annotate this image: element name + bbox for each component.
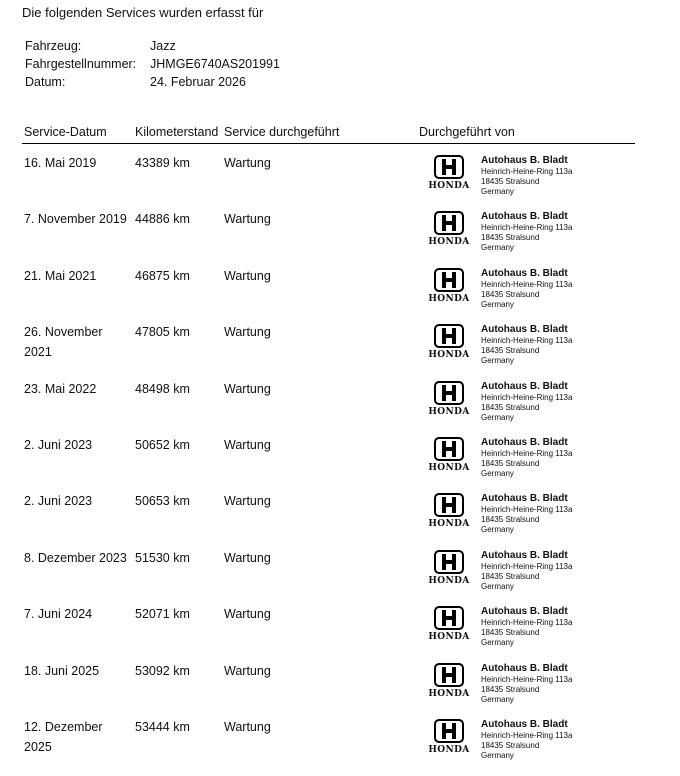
dealer-city: 18435 Stralsund bbox=[481, 177, 540, 186]
dealer-street: Heinrich-Heine-Ring 113a bbox=[481, 336, 573, 346]
dealer-country: Germany bbox=[481, 525, 514, 535]
vehicle-value: Jazz bbox=[150, 39, 176, 53]
dealer-city: 18435 Stralsund bbox=[481, 289, 540, 299]
honda-h-icon bbox=[434, 719, 464, 743]
dealer-name: Autohaus B. Bladt bbox=[481, 493, 568, 505]
service-date: 18. Juni 2025 bbox=[24, 663, 100, 678]
mileage: 51530 km bbox=[135, 550, 190, 565]
dealer-info bbox=[481, 154, 671, 197]
honda-wordmark: HONDA bbox=[428, 237, 470, 248]
table-row bbox=[0, 435, 680, 491]
table-header bbox=[0, 124, 680, 144]
dealer-country: Germany bbox=[481, 187, 514, 196]
dealer-street: Heinrich-Heine-Ring 113a bbox=[481, 561, 573, 571]
dealer-country: Germany bbox=[481, 751, 514, 760]
vin-label: Fahrgestellnummer: bbox=[25, 57, 137, 71]
vehicle-row bbox=[25, 37, 325, 55]
service-type: Wartung bbox=[224, 268, 271, 283]
service-date: 7. November 2019 bbox=[24, 212, 127, 227]
header-divider bbox=[22, 143, 635, 144]
dealer-name: Autohaus B. Bladt bbox=[481, 380, 568, 392]
dealer-country: Germany bbox=[481, 412, 514, 422]
table-row bbox=[0, 491, 680, 547]
dealer-street: Heinrich-Heine-Ring 113a bbox=[481, 167, 573, 176]
service-date: 2. Juni 2023 bbox=[24, 438, 93, 452]
dealer-country: Germany bbox=[481, 581, 514, 591]
honda-h-icon bbox=[434, 155, 464, 179]
dealer-name: Autohaus B. Bladt bbox=[481, 437, 568, 448]
honda-h-icon bbox=[434, 493, 464, 517]
honda-wordmark: HONDA bbox=[428, 575, 470, 586]
table-row bbox=[0, 548, 680, 604]
honda-h-icon bbox=[434, 211, 464, 235]
dealer-city: 18435 Stralsund bbox=[481, 571, 540, 581]
dealer-city: 18435 Stralsund bbox=[481, 741, 540, 750]
header-mileage: Kilometerstand bbox=[135, 125, 219, 139]
service-date: 8. Dezember 2023 bbox=[24, 550, 127, 565]
honda-wordmark: HONDA bbox=[428, 745, 470, 755]
table-row bbox=[0, 379, 680, 435]
mileage: 48498 km bbox=[135, 381, 190, 396]
table-row bbox=[0, 604, 680, 660]
header-performed-by: Durchgeführt von bbox=[419, 125, 515, 139]
mileage: 46875 km bbox=[135, 268, 190, 283]
dealer-street: Heinrich-Heine-Ring 113a bbox=[481, 223, 573, 233]
service-date: 2. Juni 2023 bbox=[24, 494, 93, 509]
honda-logo bbox=[424, 155, 474, 191]
dealer-name: Autohaus B. Bladt bbox=[481, 211, 568, 223]
dealer-street: Heinrich-Heine-Ring 113a bbox=[481, 618, 573, 628]
date-value: 24. Februar 2026 bbox=[150, 75, 246, 89]
mileage: 44886 km bbox=[135, 212, 190, 227]
dealer-info bbox=[481, 380, 671, 423]
honda-logo bbox=[424, 211, 474, 247]
mileage: 52071 km bbox=[135, 607, 190, 622]
honda-wordmark: HONDA bbox=[428, 406, 470, 417]
dealer-country: Germany bbox=[481, 243, 514, 253]
dealer-street: Heinrich-Heine-Ring 113a bbox=[481, 449, 573, 458]
dealer-country: Germany bbox=[481, 299, 514, 309]
dealer-name: Autohaus B. Bladt bbox=[481, 267, 568, 279]
service-date: 7. Juni 2024 bbox=[24, 607, 93, 622]
service-date: 26. November 2021 bbox=[24, 325, 103, 360]
service-date: 21. Mai 2021 bbox=[24, 268, 97, 283]
service-type: Wartung bbox=[224, 212, 271, 227]
honda-logo bbox=[424, 719, 474, 755]
header-service-performed: Service durchgeführt bbox=[224, 125, 340, 139]
dealer-info bbox=[481, 492, 671, 535]
honda-h-icon bbox=[434, 663, 464, 687]
honda-h-icon bbox=[434, 268, 464, 292]
mileage: 50652 km bbox=[135, 438, 190, 452]
dealer-street: Heinrich-Heine-Ring 113a bbox=[481, 731, 573, 740]
dealer-street: Heinrich-Heine-Ring 113a bbox=[481, 279, 573, 289]
service-date: 23. Mai 2022 bbox=[24, 381, 97, 396]
vehicle-info bbox=[25, 37, 325, 91]
honda-h-icon bbox=[434, 381, 464, 405]
dealer-country: Germany bbox=[481, 638, 514, 648]
honda-wordmark: HONDA bbox=[428, 181, 470, 191]
table-row bbox=[0, 661, 680, 717]
dealer-country: Germany bbox=[481, 469, 514, 478]
dealer-name: Autohaus B. Bladt bbox=[481, 606, 568, 618]
service-type: Wartung bbox=[224, 607, 271, 622]
mileage: 47805 km bbox=[135, 325, 190, 340]
honda-logo bbox=[424, 663, 474, 699]
mileage: 53444 km bbox=[135, 720, 190, 734]
table-row bbox=[0, 266, 680, 322]
dealer-city: 18435 Stralsund bbox=[481, 515, 540, 525]
intro-text: Die folgenden Services wurden erfasst für bbox=[22, 5, 264, 20]
dealer-country: Germany bbox=[481, 356, 514, 366]
service-type: Wartung bbox=[224, 381, 271, 396]
vin-value: JHMGE6740AS201991 bbox=[150, 57, 280, 71]
honda-logo bbox=[424, 606, 474, 642]
date-label: Datum: bbox=[25, 75, 66, 89]
dealer-city: 18435 Stralsund bbox=[481, 346, 540, 356]
dealer-city: 18435 Stralsund bbox=[481, 684, 540, 694]
honda-wordmark: HONDA bbox=[428, 688, 470, 699]
honda-wordmark: HONDA bbox=[428, 632, 470, 643]
honda-h-icon bbox=[434, 550, 464, 574]
honda-wordmark: HONDA bbox=[428, 293, 470, 304]
honda-logo bbox=[424, 268, 474, 304]
dealer-city: 18435 Stralsund bbox=[481, 402, 540, 412]
dealer-city: 18435 Stralsund bbox=[481, 628, 540, 638]
honda-logo bbox=[424, 550, 474, 586]
service-type: Wartung bbox=[224, 325, 271, 340]
honda-h-icon bbox=[434, 437, 464, 461]
honda-wordmark: HONDA bbox=[428, 519, 470, 530]
honda-wordmark: HONDA bbox=[428, 350, 470, 361]
service-type: Wartung bbox=[224, 720, 271, 734]
dealer-name: Autohaus B. Bladt bbox=[481, 719, 568, 730]
service-type: Wartung bbox=[224, 156, 271, 170]
dealer-street: Heinrich-Heine-Ring 113a bbox=[481, 392, 573, 402]
service-type: Wartung bbox=[224, 438, 271, 452]
mileage: 43389 km bbox=[135, 156, 190, 170]
dealer-name: Autohaus B. Bladt bbox=[481, 324, 568, 336]
dealer-country: Germany bbox=[481, 694, 514, 704]
header-service-date: Service-Datum bbox=[24, 125, 107, 139]
honda-logo bbox=[424, 381, 474, 417]
date-row bbox=[25, 73, 325, 91]
dealer-name: Autohaus B. Bladt bbox=[481, 155, 568, 166]
honda-logo bbox=[424, 324, 474, 360]
dealer-city: 18435 Stralsund bbox=[481, 233, 540, 243]
service-type: Wartung bbox=[224, 494, 271, 509]
vin-row bbox=[25, 55, 325, 73]
dealer-name: Autohaus B. Bladt bbox=[481, 662, 568, 674]
honda-h-icon bbox=[434, 606, 464, 630]
honda-logo bbox=[424, 437, 474, 473]
dealer-info bbox=[481, 605, 671, 648]
mileage: 53092 km bbox=[135, 663, 190, 678]
table-row bbox=[0, 717, 680, 773]
service-type: Wartung bbox=[224, 663, 271, 678]
table-row bbox=[0, 209, 680, 265]
service-type: Wartung bbox=[224, 550, 271, 565]
dealer-name: Autohaus B. Bladt bbox=[481, 549, 568, 561]
mileage: 50653 km bbox=[135, 494, 190, 509]
vehicle-label: Fahrzeug: bbox=[25, 39, 82, 53]
table-row bbox=[0, 322, 680, 378]
dealer-info bbox=[481, 267, 671, 310]
service-date: 12. Dezember 2025 bbox=[24, 720, 103, 754]
honda-wordmark: HONDA bbox=[428, 463, 470, 473]
honda-logo bbox=[424, 493, 474, 529]
dealer-street: Heinrich-Heine-Ring 113a bbox=[481, 505, 573, 515]
dealer-info bbox=[481, 662, 671, 705]
dealer-info bbox=[481, 436, 671, 479]
dealer-info bbox=[481, 549, 671, 592]
dealer-info bbox=[481, 323, 671, 366]
service-date: 16. Mai 2019 bbox=[24, 156, 97, 170]
dealer-street: Heinrich-Heine-Ring 113a bbox=[481, 674, 573, 684]
honda-h-icon bbox=[434, 324, 464, 348]
dealer-info bbox=[481, 718, 671, 761]
dealer-city: 18435 Stralsund bbox=[481, 459, 540, 468]
table-row bbox=[0, 153, 680, 209]
dealer-info bbox=[481, 210, 671, 253]
